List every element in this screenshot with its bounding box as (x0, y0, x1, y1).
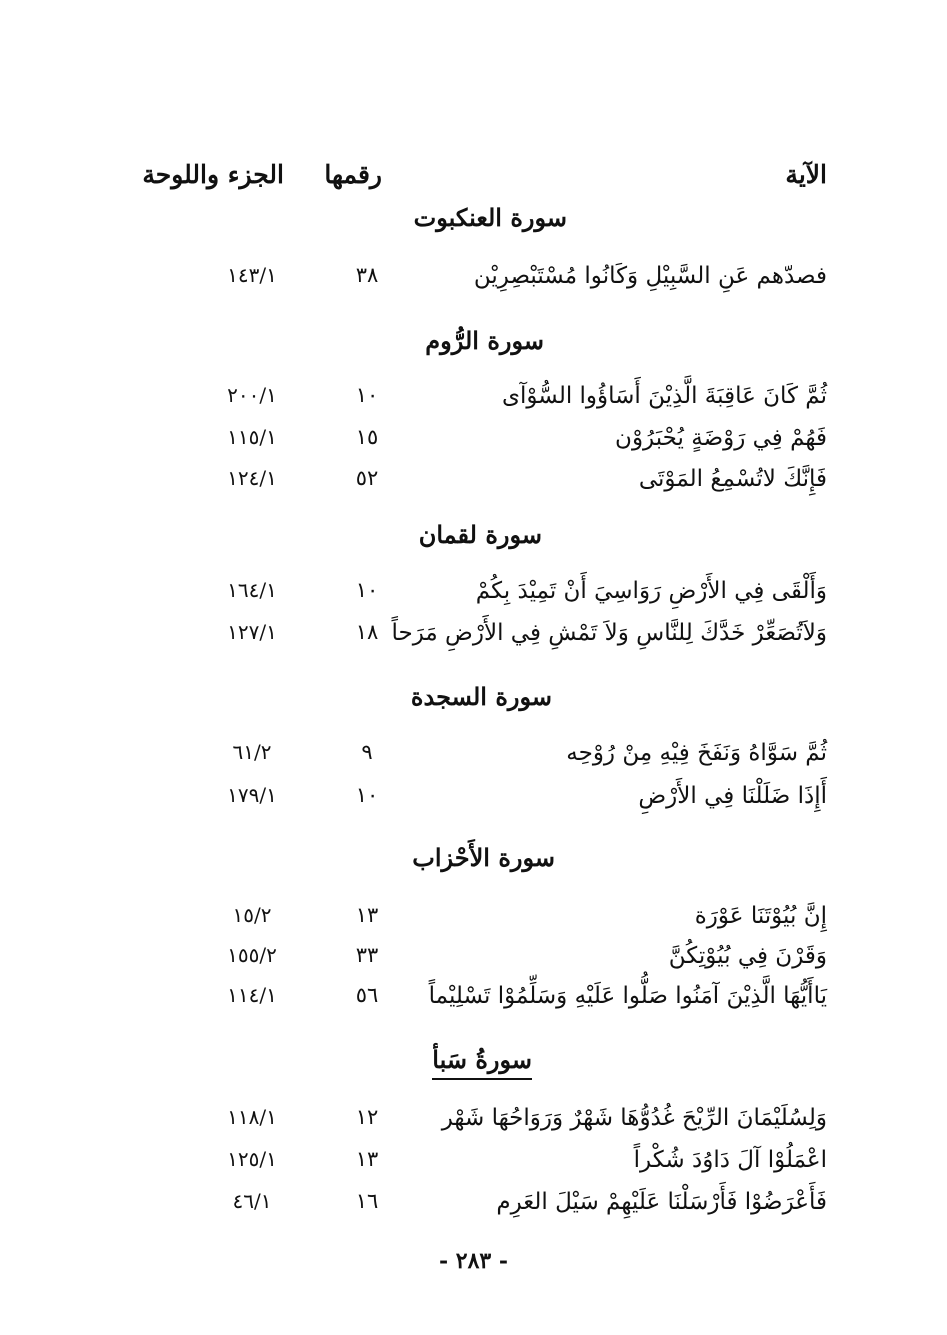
table-row (0, 425, 947, 465)
ayah-number: ١٦ (355, 1189, 379, 1213)
table-row (0, 263, 947, 303)
part-reference: ٤٦/١ (232, 1189, 272, 1213)
ayah-number: ٥٦ (355, 983, 379, 1007)
surah-title: سورةُ سَبأ (432, 1045, 532, 1080)
column-header-ayah: الآية (785, 160, 827, 189)
ayah-number: ٥٢ (355, 466, 379, 490)
table-row (0, 740, 947, 780)
surah-title: سورة لقمان (418, 520, 542, 549)
ayah-number: ٣٣ (355, 943, 379, 967)
part-reference: ١١٤/١ (227, 983, 277, 1007)
ayah-number: ١٢ (355, 1105, 379, 1129)
ayah-text: وَأَلْقَى فِي الأَرْضِ رَوَاسِيَ أَنْ تَمِيْدَ بِكُمْ (475, 578, 827, 604)
part-reference: ٦١/٢ (232, 740, 272, 764)
part-reference: ١١٨/١ (227, 1105, 277, 1129)
part-reference: ١٢٤/١ (227, 466, 277, 490)
ayah-text: ثُمَّ سَوَّاهُ وَنَفَخَ فِيْهِ مِنْ رُوْحِه (566, 740, 827, 766)
ayah-text: اعْمَلُوْا آلَ دَاوُدَ شُكْراً (633, 1147, 827, 1173)
ayah-number: ٣٨ (355, 263, 379, 287)
table-row (0, 620, 947, 660)
ayah-number: ١٥ (355, 425, 379, 449)
part-reference: ١٢٥/١ (227, 1147, 277, 1171)
ayah-number: ٩ (361, 740, 373, 764)
ayah-number: ١٠ (355, 783, 379, 807)
surah-title: سورة الرُّوم (425, 326, 544, 355)
ayah-text: ثُمَّ كَانَ عَاقِبَةَ الَّذِيْنَ أَسَاؤُوا السُّوْآى (502, 383, 827, 409)
ayah-number: ١٠ (355, 578, 379, 602)
surah-title: سورة السجدة (410, 682, 552, 711)
part-reference: ١٧٩/١ (227, 783, 277, 807)
table-row (0, 943, 947, 983)
surah-title: سورة الأَحْزاب (412, 843, 555, 872)
part-reference: ١٥٥/٢ (227, 943, 277, 967)
ayah-text: وَلِسُلَيْمَانَ الرِّيْحَ غُدُوُّهَا شَهْرٌ وَرَوَاحُهَا شَهْر (441, 1105, 827, 1131)
table-row (0, 783, 947, 823)
surah-title: سورة العنكبوت (413, 203, 567, 232)
table-row (0, 466, 947, 506)
part-reference: ١٥/٢ (232, 903, 272, 927)
part-reference: ١٢٧/١ (227, 620, 277, 644)
column-header-number: رقمها (324, 160, 382, 189)
ayah-text: يَاأَيُّهَا الَّذِيْنَ آمَنُوا صَلُّوا عَلَيْهِ وَسَلِّمُوْا تَسْلِيْماً (428, 983, 827, 1009)
part-reference: ١١٥/١ (227, 425, 277, 449)
table-row (0, 383, 947, 423)
ayah-text: وَقَرْنَ فِي بُيُوْتِكُنَّ (668, 943, 827, 969)
part-reference: ٢٠٠/١ (227, 383, 277, 407)
ayah-number: ١٠ (355, 383, 379, 407)
ayah-text: فَأَعْرَضُوْا فَأَرْسَلْنَا عَلَيْهِمْ سَيْلَ العَرِم (496, 1189, 827, 1215)
ayah-text: وَلاَتُصَعِّرْ خَدَّكَ لِلنَّاسِ وَلاَ تَمْشِ فِي الأَرْضِ مَرَحاً (391, 620, 827, 646)
ayah-number: ١٨ (355, 620, 379, 644)
part-reference: ١٤٣/١ (227, 263, 277, 287)
part-reference: ١٦٤/١ (227, 578, 277, 602)
ayah-number: ١٣ (355, 903, 379, 927)
table-row (0, 1147, 947, 1187)
table-row (0, 983, 947, 1023)
table-row (0, 1189, 947, 1229)
ayah-text: فصدّهم عَنِ السَّبِيْلِ وَكَانُوا مُسْتَبْصِرِيْن (473, 263, 827, 289)
ayah-text: فَإِنَّكَ لاتُسْمِعُ المَوْتَى (638, 466, 827, 492)
table-row (0, 578, 947, 618)
ayah-text: فَهُمْ فِي رَوْضَةٍ يُحْبَرُوْن (615, 425, 827, 451)
column-header-part: الجزء واللوحة (142, 160, 284, 189)
ayah-text: أَإِذَا ضَلَلْنَا فِي الأَرْضِ (638, 783, 827, 809)
table-row (0, 1105, 947, 1145)
ayah-text: إِنَّ بُيُوْتَنَا عَوْرَة (694, 903, 827, 929)
table-row (0, 903, 947, 943)
ayah-number: ١٣ (355, 1147, 379, 1171)
page-number: - ٢٨٣ - (438, 1248, 509, 1274)
